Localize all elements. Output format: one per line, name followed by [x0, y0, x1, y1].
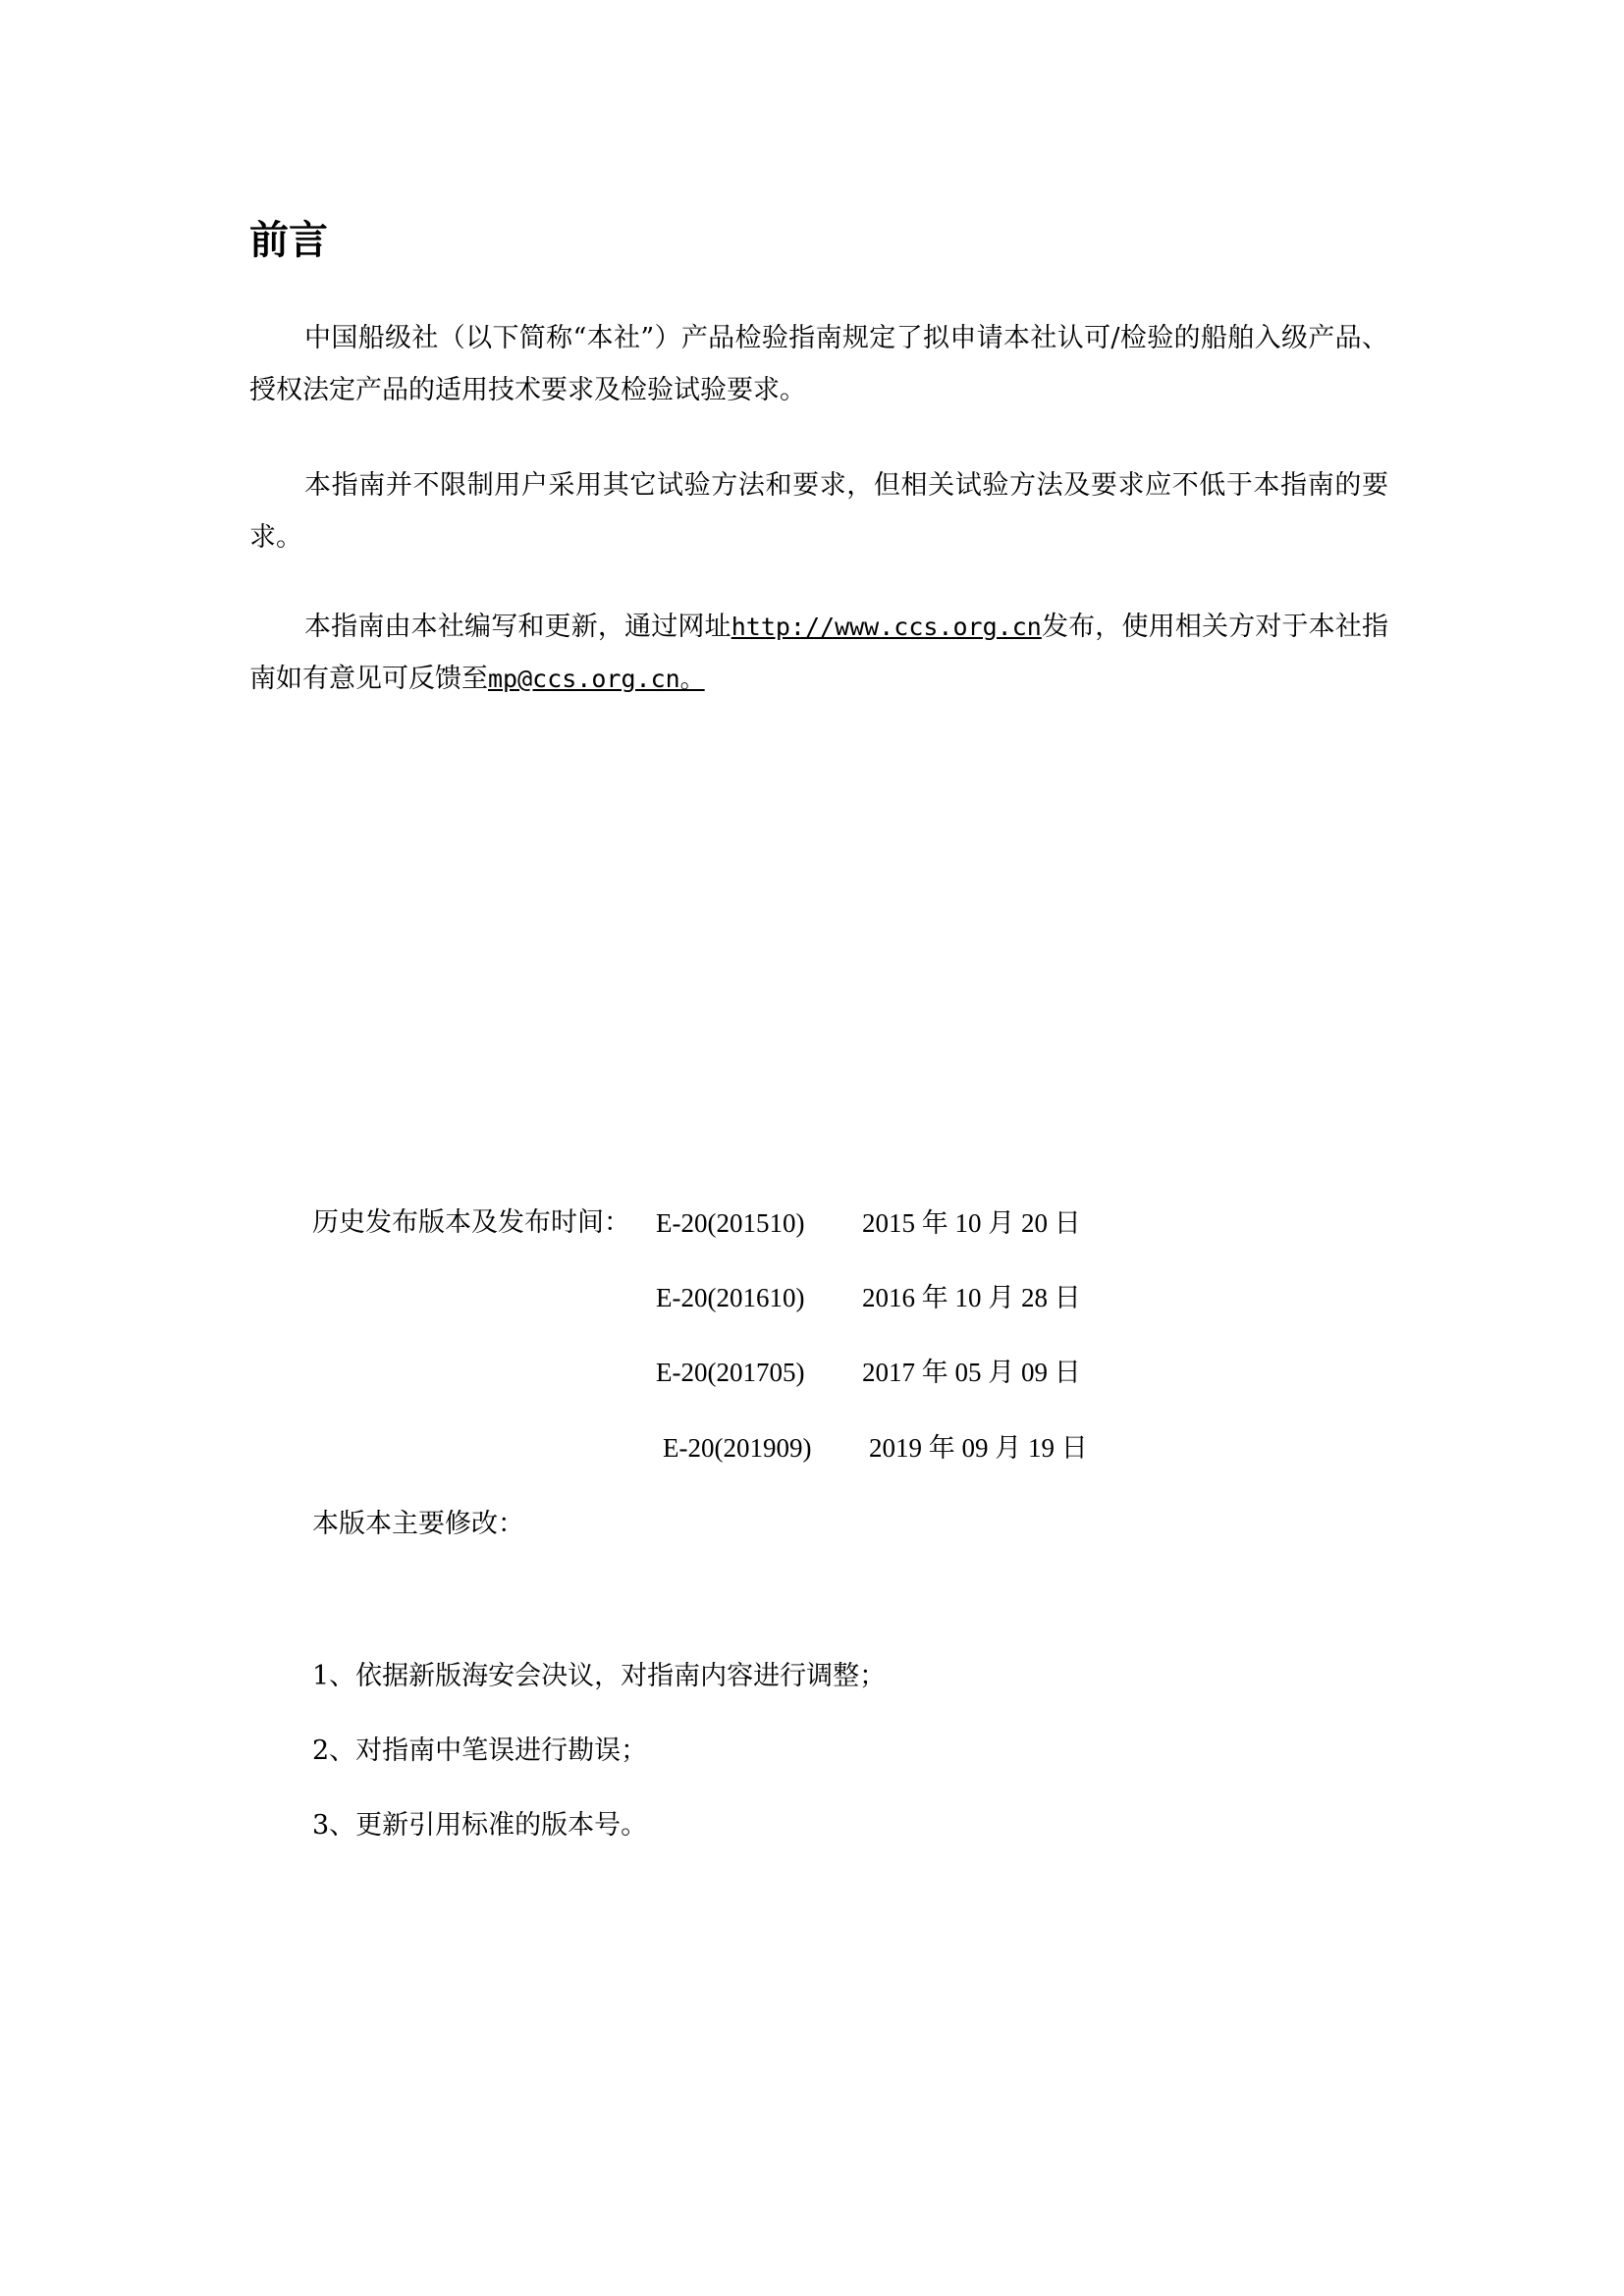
feedback-text-middle: 发布，使用相关方对于本社指南如有意见可反馈至 [249, 612, 1389, 694]
page-title: 前言 [249, 218, 328, 263]
history-version: E-20(201610) [656, 1283, 805, 1312]
history-date: 2019 年 09 月 19 日 [869, 1433, 1088, 1463]
history-version: E-20(201510) [656, 1208, 805, 1238]
changes-title: 本版本主要修改： [312, 1509, 524, 1539]
history-version: E-20(201909) [663, 1433, 812, 1463]
change-item: 2、对指南中笔误进行勘误； [312, 1735, 648, 1766]
feedback-paragraph [249, 601, 1388, 705]
history-date: 2017 年 05 月 09 日 [862, 1358, 1081, 1387]
history-date: 2015 年 10 月 20 日 [862, 1208, 1081, 1238]
scope-paragraph: 本指南并不限制用户采用其它试验方法和要求，但相关试验方法及要求应不低于本指南的要求。 [249, 470, 1388, 553]
history-version: E-20(201705) [656, 1358, 805, 1387]
intro-paragraph: 中国船级社（以下简称“本社”）产品检验指南规定了拟申请本社认可/检验的船舶入级产品、授权法定产品的适用技术要求及检验试验要求。 [249, 323, 1388, 405]
feedback-text-start: 本指南由本社编写和更新，通过网址 [304, 612, 731, 642]
history-label: 历史发布版本及发布时间： [312, 1207, 630, 1238]
email-link[interactable]: mp@ccs.org.cn。 [488, 665, 705, 693]
history-date: 2016 年 10 月 28 日 [862, 1283, 1081, 1312]
website-link[interactable]: http://www.ccs.org.cn [731, 613, 1042, 641]
change-item: 1、依据新版海安会决议，对指南内容进行调整； [312, 1661, 887, 1691]
change-item: 3、更新引用标准的版本号。 [312, 1810, 648, 1841]
